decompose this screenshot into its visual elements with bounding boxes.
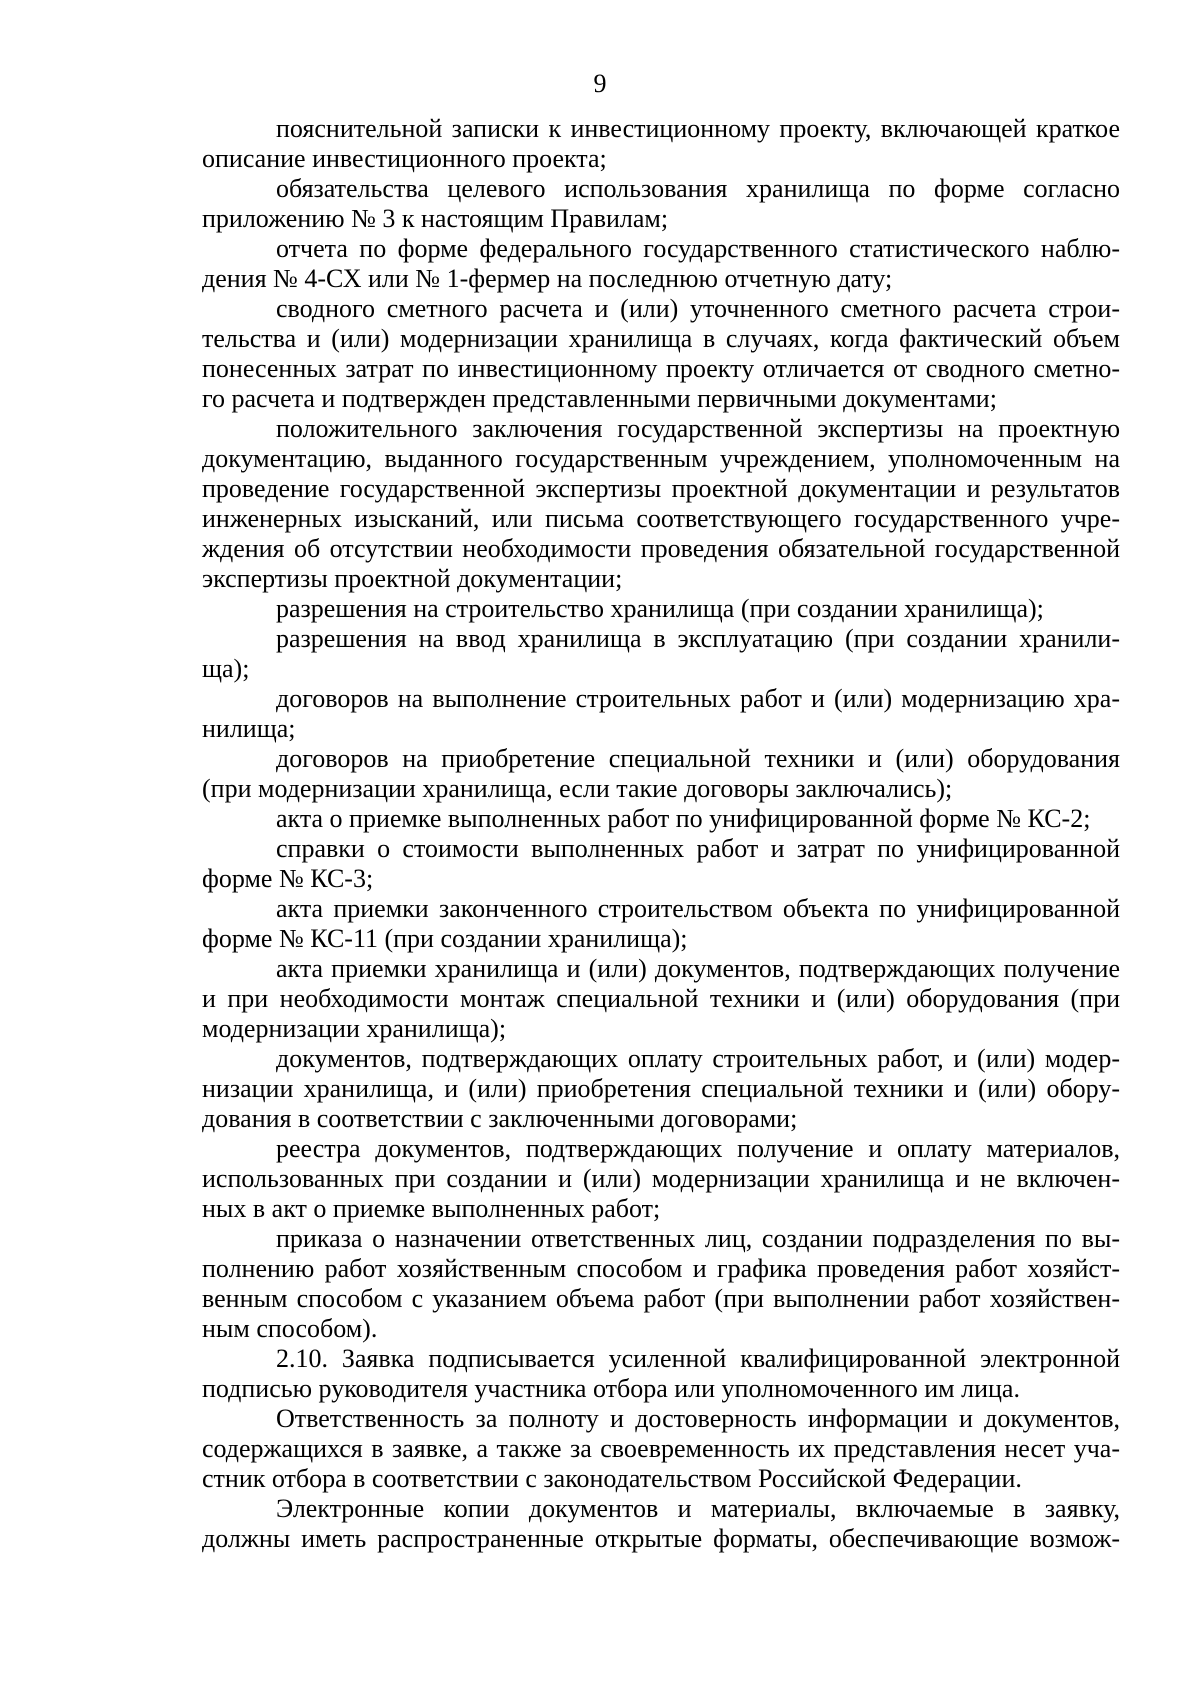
text-line: документацию, выданного государственным учреждением, уполномоченным на — [202, 444, 1120, 473]
text-line: отчета по форме федерального государственного статистического наблю- — [276, 234, 1120, 263]
text-line: Ответственность за полноту и достоверность информации и документов, — [276, 1404, 1120, 1433]
text-line: справки о стоимости выполненных работ и затрат по унифицированной — [276, 834, 1120, 863]
text-line: сводного сметного расчета и (или) уточненного сметного расчета строи- — [276, 294, 1120, 323]
text-line: содержащихся в заявке, а также за своевременность их представления несет уча- — [202, 1434, 1120, 1463]
text-line: реестра документов, подтверждающих получение и оплату материалов, — [276, 1134, 1120, 1163]
text-line: должны иметь распространенные открытые форматы, обеспечивающие возмож- — [202, 1524, 1120, 1553]
text-line: (при модернизации хранилища, если такие договоры заключались); — [202, 774, 953, 803]
text-line: описание инвестиционного проекта; — [202, 144, 607, 173]
text-line: договоров на выполнение строительных работ и (или) модернизацию хра- — [276, 684, 1120, 713]
text-line: пояснительной записки к инвестиционному проекту, включающей краткое — [276, 114, 1120, 143]
text-line: приказа о назначении ответственных лиц, создании подразделения по вы- — [276, 1224, 1120, 1253]
text-line: форме № КС-3; — [202, 864, 374, 893]
text-line: акта приемки хранилища и (или) документов, подтверждающих получение — [276, 954, 1120, 983]
text-line: положительного заключения государственной экспертизы на проектную — [276, 414, 1120, 443]
text-line: приложению № 3 к настоящим Правилам; — [202, 204, 669, 233]
text-line: полнению работ хозяйственным способом и графика проведения работ хозяйст- — [202, 1254, 1120, 1283]
text-line: ным способом). — [202, 1314, 378, 1343]
page-number: 9 — [593, 69, 607, 98]
text-line: венным способом с указанием объема работ (при выполнении работ хозяйствен- — [202, 1284, 1120, 1313]
text-line: тельства и (или) модернизации хранилища в случаях, когда фактический объем — [202, 324, 1120, 353]
text-line: экспертизы проектной документации; — [202, 564, 623, 593]
text-line: стник отбора в соответствии с законодательством Российской Федерации. — [202, 1464, 1022, 1493]
text-line: разрешения на ввод хранилища в эксплуатацию (при создании хранили- — [276, 624, 1120, 653]
text-line: использованных при создании и (или) модернизации хранилища и не включен- — [202, 1164, 1120, 1193]
text-line: ща); — [202, 654, 250, 683]
text-line: инженерных изысканий, или письма соответствующего государственного учре- — [202, 504, 1120, 533]
text-line: дования в соответствии с заключенными договорами; — [202, 1104, 798, 1133]
text-line: дения № 4-СХ или № 1-фермер на последнюю отчетную дату; — [202, 264, 893, 293]
text-line: нилища; — [202, 714, 296, 743]
text-line: ждения об отсутствии необходимости проведения обязательной государственной — [202, 534, 1120, 563]
text-line: понесенных затрат по инвестиционному проекту отличается от сводного сметно- — [202, 354, 1120, 383]
text-line: 2.10. Заявка подписывается усиленной квалифицированной электронной — [276, 1344, 1120, 1373]
text-line: договоров на приобретение специальной техники и (или) оборудования — [276, 744, 1120, 773]
text-line: акта приемки законченного строительством объекта по унифицированной — [276, 894, 1120, 923]
text-line: Электронные копии документов и материалы, включаемые в заявку, — [276, 1494, 1120, 1523]
text-line: низации хранилища, и (или) приобретения специальной техники и (или) обору- — [202, 1074, 1120, 1103]
text-line: форме № КС-11 (при создании хранилища); — [202, 924, 688, 953]
text-line: ных в акт о приемке выполненных работ; — [202, 1194, 661, 1223]
text-line: модернизации хранилища); — [202, 1014, 507, 1043]
text-line: разрешения на строительство хранилища (при создании хранилища); — [276, 594, 1044, 623]
text-line: проведение государственной экспертизы проектной документации и результатов — [202, 474, 1120, 503]
text-line: и при необходимости монтаж специальной техники и (или) оборудования (при — [202, 984, 1120, 1013]
text-line: акта о приемке выполненных работ по унифицированной форме № КС-2; — [276, 804, 1091, 833]
text-line: документов, подтверждающих оплату строительных работ, и (или) модер- — [276, 1044, 1120, 1073]
text-line: подписью руководителя участника отбора или уполномоченного им лица. — [202, 1374, 1020, 1403]
text-line: обязательства целевого использования хранилища по форме согласно — [276, 174, 1120, 203]
text-line: го расчета и подтвержден представленными первичными документами; — [202, 384, 997, 413]
